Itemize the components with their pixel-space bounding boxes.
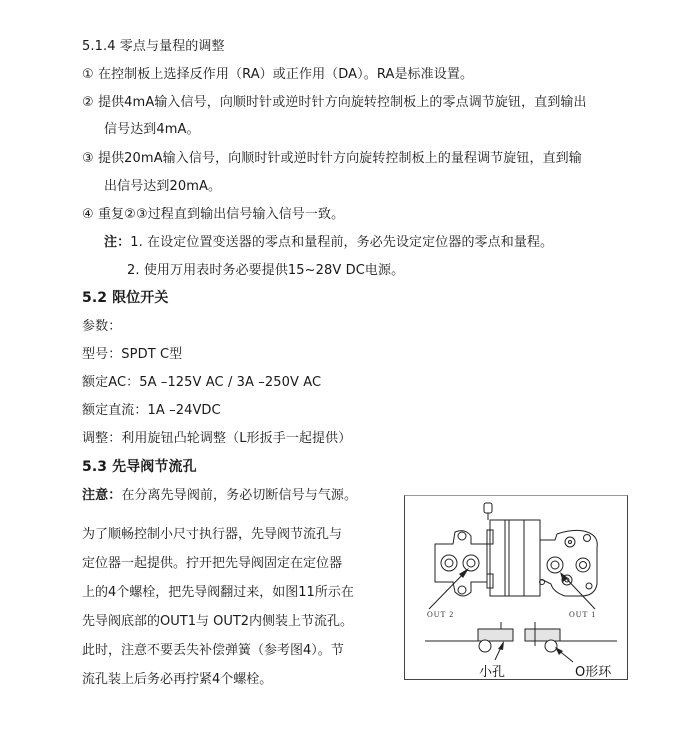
paragraph-line: 先导阀底部的OUT1与 OUT2内侧装上节流孔。: [82, 614, 354, 629]
paragraph-line: 定位器一起提供。拧开把先导阀固定在定位器: [82, 556, 343, 571]
label-orifice: 小孔: [479, 665, 506, 680]
step-2: ② 提供4mA输入信号，向顺时针或逆时针方向旋转控制板上的零点调节旋钮，直到输出: [82, 95, 587, 110]
note-1-text: 1. 在设定位置变送器的零点和量程前，务必先设定定位器的零点和量程。: [130, 235, 554, 250]
label-out2: OUT 2: [427, 610, 455, 619]
note-1: [104, 234, 553, 252]
paragraph-line: 为了顺畅控制小尺寸执行器，先导阀节流孔与: [82, 527, 343, 542]
step-2-continued: 信号达到4mA。: [104, 122, 200, 137]
orifice-paragraph: [82, 520, 382, 694]
note-2: 2. 使用万用表时务必要提供15~28V DC电源。: [127, 263, 405, 278]
step-1: ① 在控制板上选择反作用（RA）或正作用（DA）。RA是标准设置。: [82, 67, 474, 82]
warning-label: 注意：: [82, 488, 122, 503]
warning-text: 在分离先导阀前，务必切断信号与气源。: [121, 488, 358, 503]
param-model: 型号：SPDT C型: [82, 347, 183, 362]
params-label: 参数：: [82, 319, 122, 334]
paragraph-line: 上的4个螺栓，把先导阀翻过来，如图11所示在: [82, 585, 354, 600]
section-heading-5-3: 5.3 先导阀节流孔: [82, 459, 197, 475]
section-heading-5-1-4: 5.1.4 零点与量程的调整: [82, 39, 225, 54]
warning: [82, 487, 357, 505]
screw-icon: [484, 503, 492, 513]
param-adjustment: 调整：利用旋钮凸轮调整（L形扳手一起提供）: [82, 431, 352, 446]
step-3: ③ 提供20mA输入信号，向顺时针或逆时针方向旋转控制板上的量程调节旋钮，直到输: [82, 151, 582, 166]
note-label: 注：: [104, 235, 131, 250]
step-4: ④ 重复②③过程直到输出信号输入信号一致。: [82, 207, 345, 222]
label-o-ring: O形环: [575, 665, 612, 680]
param-rated-ac: 额定AC：5A –125V AC / 3A –250V AC: [82, 375, 322, 390]
paragraph-line: 此时，注意不要丢失补偿弹簧（参考图4）。节: [82, 643, 344, 658]
paragraph-line: 流孔装上后务必再拧紧4个螺栓。: [82, 672, 273, 687]
pilot-valve-orifice-figure: [404, 495, 628, 680]
param-rated-dc: 额定直流：1A –24VDC: [82, 403, 221, 418]
label-out1: OUT 1: [569, 610, 597, 619]
step-3-continued: 出信号达到20mA。: [104, 179, 222, 194]
pilot-valve-drawing: [405, 496, 627, 679]
section-heading-5-2: 5.2 限位开关: [82, 290, 169, 306]
